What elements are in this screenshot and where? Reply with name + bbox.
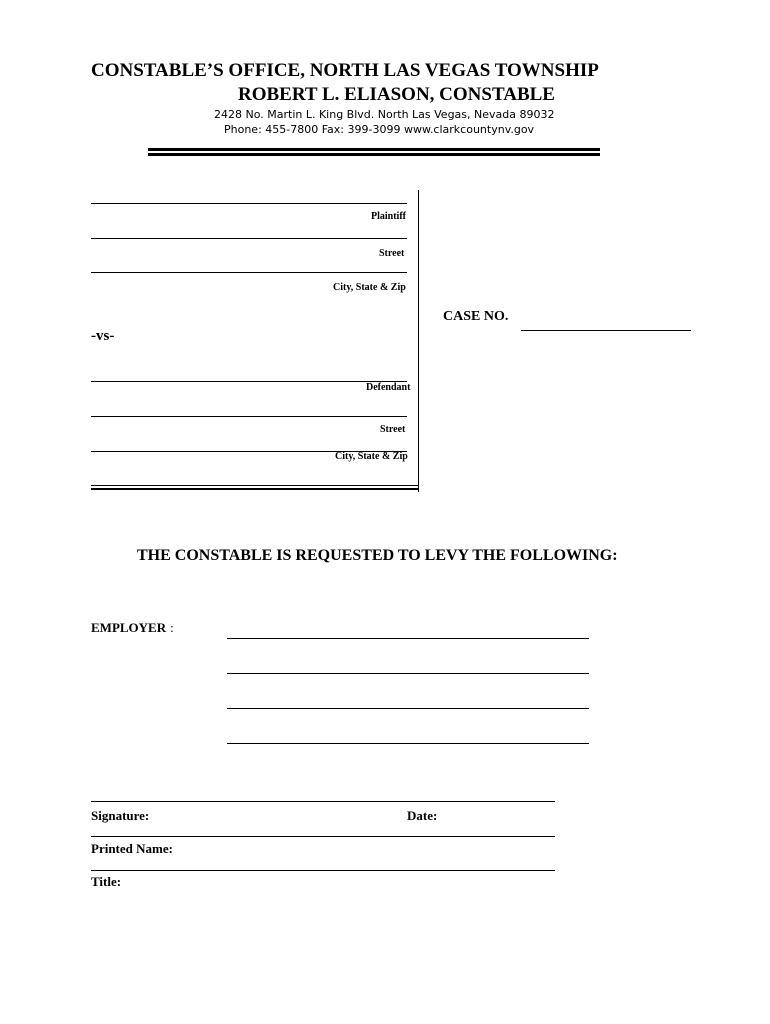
defendant-street-line[interactable]	[91, 416, 407, 417]
caption-bottom-rule	[91, 485, 418, 490]
employer-line-3[interactable]	[227, 708, 589, 709]
versus-text: -vs-	[91, 328, 115, 344]
levy-heading: THE CONSTABLE IS REQUESTED TO LEVY THE FOLLOWING:	[137, 547, 618, 564]
printed-name-line[interactable]	[91, 836, 555, 837]
employer-label-row	[91, 619, 174, 637]
employer-label: EMPLOYER	[91, 620, 167, 635]
constable-name: ROBERT L. ELIASON, CONSTABLE	[238, 84, 555, 105]
signature-label: Signature:	[91, 808, 150, 823]
title-line[interactable]	[91, 870, 555, 871]
plaintiff-city-label: City, State & Zip	[333, 282, 406, 293]
employer-line-2[interactable]	[227, 673, 589, 674]
case-no-label: CASE NO.	[443, 309, 509, 324]
employer-line-1[interactable]	[227, 638, 589, 639]
plaintiff-line[interactable]	[91, 203, 407, 204]
defendant-street-label: Street	[380, 424, 406, 435]
printed-name-label: Printed Name:	[91, 841, 173, 856]
plaintiff-street-line[interactable]	[91, 238, 407, 239]
header-double-rule	[148, 148, 600, 157]
plaintiff-street-label: Street	[379, 248, 405, 259]
title-label: Title:	[91, 874, 122, 889]
date-label: Date:	[407, 808, 438, 823]
defendant-line[interactable]	[91, 381, 407, 382]
signature-top-line[interactable]	[91, 801, 555, 802]
employer-colon: :	[170, 620, 174, 635]
office-address: 2428 No. Martin L. King Blvd. North Las Vegas, Nevada 89032	[214, 108, 555, 121]
defendant-label: Defendant	[366, 382, 411, 393]
plaintiff-label: Plaintiff	[371, 211, 406, 222]
plaintiff-city-line[interactable]	[91, 272, 407, 273]
case-no-line[interactable]	[521, 330, 691, 331]
office-title: CONSTABLE’S OFFICE, NORTH LAS VEGAS TOWNSHIP	[91, 60, 599, 81]
defendant-city-label: City, State & Zip	[335, 451, 408, 462]
office-contact: Phone: 455-7800 Fax: 399-3099 www.clarkcountynv.gov	[224, 123, 535, 136]
employer-line-4[interactable]	[227, 743, 589, 744]
caption-vertical-divider	[418, 190, 419, 492]
